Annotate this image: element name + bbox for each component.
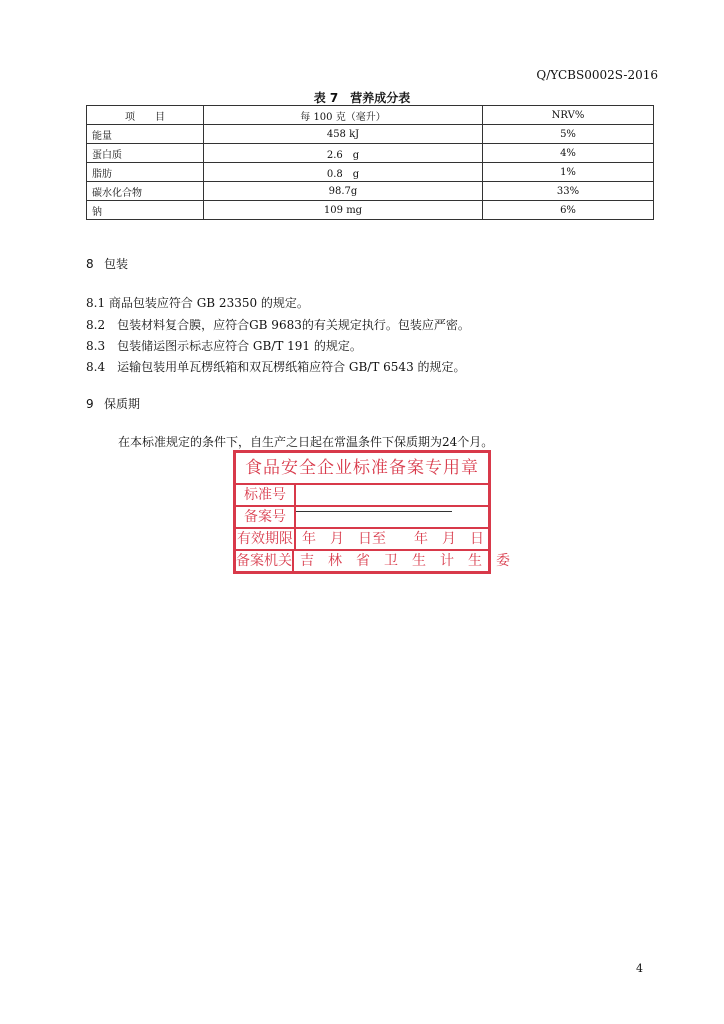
table-row [87, 201, 654, 220]
table-cell: 4% [483, 144, 654, 163]
section-title: 保质期 [104, 397, 141, 411]
stamp-title: 食品安全企业标准备案专用章 [236, 453, 488, 485]
stamp-value: 年 月 日至 年 月 日 [302, 531, 484, 547]
table-cell: 6% [483, 201, 654, 220]
clause-8-3: 8.3 包装储运图示标志应符合 GB/T 191 的规定。 [86, 339, 362, 353]
clause-8-2: 8.2 包装材料复合膜，应符合GB 9683的有关规定执行。包装应严密。 [86, 318, 470, 332]
table-cell: 脂肪 [87, 163, 204, 182]
nutrition-table-title: 表 7 营养成分表 [313, 91, 411, 105]
table-cell: 5% [483, 125, 654, 144]
table-cell: 1% [483, 163, 654, 182]
table-cell: 碳水化合物 [87, 182, 204, 201]
stamp-value [296, 507, 488, 527]
registration-stamp [233, 450, 510, 574]
section-title: 包装 [104, 257, 129, 271]
stamp-label: 有效期限 [236, 529, 296, 549]
stamp-value [296, 485, 488, 505]
clause-8-4: 8.4 运输包装用单瓦楞纸箱和双瓦楞纸箱应符合 GB/T 6543 的规定。 [86, 360, 466, 374]
stamp-label: 备案号 [236, 507, 296, 527]
stamp-row [236, 551, 510, 572]
table-header-cell: 项 目 [87, 106, 204, 125]
section-number: 8 [86, 257, 94, 271]
stamp-row [236, 529, 488, 551]
table-cell: 蛋白质 [87, 144, 204, 163]
table-row [87, 163, 654, 182]
table-row [87, 182, 654, 201]
table-cell: 109 mg [204, 201, 483, 220]
document-id: Q/YCBS0002S-2016 [536, 68, 658, 82]
section-9-heading [86, 395, 140, 412]
shelf-life-text: 在本标准规定的条件下，自生产之日起在常温条件下保质期为24个月。 [118, 435, 494, 449]
section-number: 9 [86, 397, 94, 411]
table-cell: 能量 [87, 125, 204, 144]
table-cell: 2.6 g [204, 144, 483, 163]
clause-8-1: 8.1 商品包装应符合 GB 23350 的规定。 [86, 296, 309, 310]
table-cell: 钠 [87, 201, 204, 220]
handwritten-line [296, 511, 452, 512]
table-cell: 98.7g [204, 182, 483, 201]
section-8-heading [86, 255, 128, 272]
table-header-cell: 每 100 克（毫升） [204, 106, 483, 125]
nutrition-table [86, 105, 654, 220]
stamp-label: 备案机关 [236, 551, 294, 572]
table-row [87, 144, 654, 163]
stamp-label: 标准号 [236, 485, 296, 505]
stamp-row [236, 485, 488, 507]
table-cell: 33% [483, 182, 654, 201]
stamp-row [236, 507, 488, 529]
page-number: 4 [636, 962, 643, 975]
table-header-row [87, 106, 654, 125]
table-header-cell: NRV% [483, 106, 654, 125]
table-row [87, 125, 654, 144]
stamp-value: 吉 林 省 卫 生 计 生 委 [300, 553, 510, 569]
table-cell: 0.8 g [204, 163, 483, 182]
table-cell: 458 kJ [204, 125, 483, 144]
